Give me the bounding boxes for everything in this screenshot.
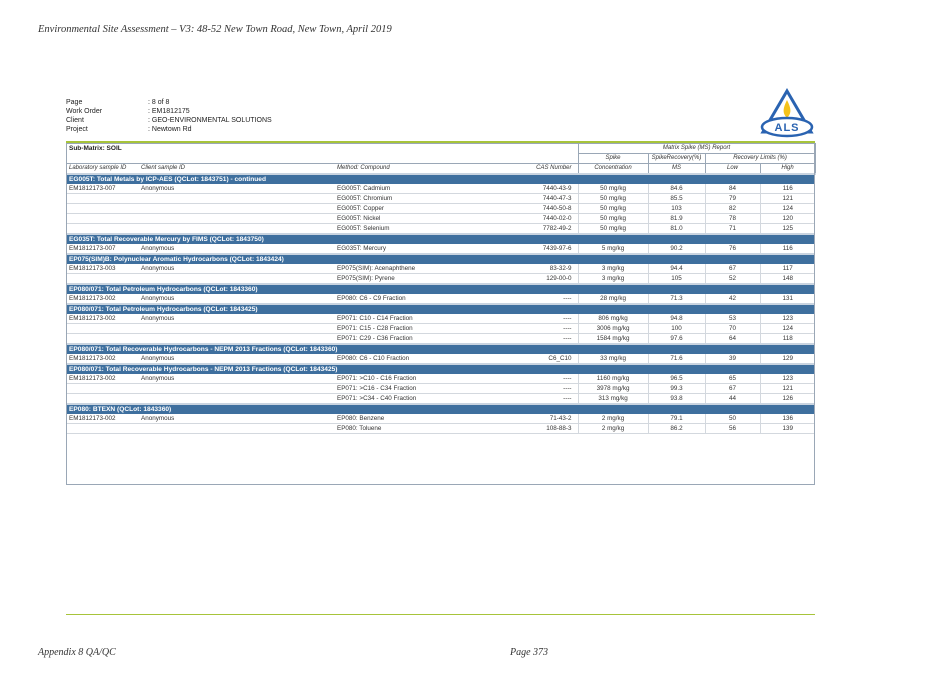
qc-group-header xyxy=(66,174,815,184)
recovery-high-cell: 123 xyxy=(760,374,815,384)
method-compound-cell: EP071: >C16 - C34 Fraction xyxy=(334,384,472,394)
spike-concentration-cell: 50 mg/kg xyxy=(578,194,648,204)
qc-group-title: EP080/071: Total Petroleum Hydrocarbons (QCLot: 1843360) xyxy=(66,284,815,294)
cas-number-cell: ---- xyxy=(472,294,578,304)
recovery-low-cell: 67 xyxy=(705,384,760,394)
ms-recovery-cell: 97.6 xyxy=(648,334,705,345)
client-sample-id-cell xyxy=(138,214,334,224)
method-compound-cell: EP071: C29 - C36 Fraction xyxy=(334,334,472,345)
lab-sample-id-cell: EM1812173-002 xyxy=(66,374,138,384)
cas-number-cell: ---- xyxy=(472,334,578,345)
qc-group-title: EP080/071: Total Recoverable Hydrocarbons - NEPM 2013 Fractions (QCLot: 1843360) xyxy=(66,344,815,354)
qc-group-header xyxy=(66,304,815,314)
method-compound-cell: EP071: C10 - C14 Fraction xyxy=(334,314,472,324)
client-sample-id-cell: Anonymous xyxy=(138,294,334,304)
cas-number-cell: 7439-97-6 xyxy=(472,244,578,254)
method-compound-cell: EG005T: Chromium xyxy=(334,194,472,204)
client-sample-id-cell: Anonymous xyxy=(138,414,334,424)
table-column-header-row xyxy=(66,164,815,175)
method-compound-cell: EG005T: Nickel xyxy=(334,214,472,224)
report-meta xyxy=(66,98,272,134)
cas-number-cell: ---- xyxy=(472,314,578,324)
table-row xyxy=(66,354,815,364)
recovery-high-cell: 118 xyxy=(760,334,815,345)
spike-concentration-cell: 50 mg/kg xyxy=(578,224,648,235)
recovery-low-cell: 52 xyxy=(705,274,760,285)
recovery-low-cell: 71 xyxy=(705,224,760,235)
meta-key: Page xyxy=(66,99,83,106)
cas-number-cell: 83-32-9 xyxy=(472,264,578,274)
recovery-high-cell: 124 xyxy=(760,324,815,334)
spike-concentration-cell: 5 mg/kg xyxy=(578,244,648,254)
cas-number-cell: 7440-47-3 xyxy=(472,194,578,204)
recovery-high-cell: 116 xyxy=(760,244,815,254)
meta-value: : 8 of 8 xyxy=(148,98,169,107)
table-subheader-row xyxy=(66,154,815,164)
qc-group-title: EG005T: Total Metals by ICP-AES (QCLot: 1843751) - continued xyxy=(66,174,815,184)
ms-recovery-cell: 90.2 xyxy=(648,244,705,254)
client-sample-id-cell: Anonymous xyxy=(138,184,334,194)
ms-recovery-cell: 81.0 xyxy=(648,224,705,235)
recovery-low-cell: 42 xyxy=(705,294,760,304)
meta-value: : GEO-ENVIRONMENTAL SOLUTIONS xyxy=(148,116,272,125)
spike-concentration-cell: 33 mg/kg xyxy=(578,354,648,364)
spike-concentration-cell: 50 mg/kg xyxy=(578,204,648,214)
ms-recovery-cell: 85.5 xyxy=(648,194,705,204)
cas-number-cell: 129-00-0 xyxy=(472,274,578,285)
method-compound-cell: EP071: >C34 - C40 Fraction xyxy=(334,394,472,405)
method-compound-cell: EP080: Toluene xyxy=(334,424,472,434)
lab-sample-id-cell xyxy=(66,324,138,334)
ms-recovery-cell: 71.3 xyxy=(648,294,705,304)
col-high: High xyxy=(760,164,815,175)
lab-sample-id-cell xyxy=(66,394,138,405)
spike-concentration-cell: 313 mg/kg xyxy=(578,394,648,405)
recovery-low-cell: 39 xyxy=(705,354,760,364)
recovery-low-cell: 53 xyxy=(705,314,760,324)
col-client-sample-id: Client sample ID xyxy=(138,164,334,175)
table-row xyxy=(66,204,815,214)
col-lab-sample-id: Laboratory sample ID xyxy=(66,164,138,175)
spike-concentration-cell: 2 mg/kg xyxy=(578,424,648,434)
recovery-limits-subheader: Recovery Limits (%) xyxy=(705,154,815,164)
ms-recovery-cell: 86.2 xyxy=(648,424,705,434)
recovery-high-cell: 131 xyxy=(760,294,815,304)
spike-concentration-cell: 806 mg/kg xyxy=(578,314,648,324)
recovery-high-cell: 116 xyxy=(760,184,815,194)
col-concentration: Concentration xyxy=(578,164,648,175)
recovery-high-cell: 123 xyxy=(760,314,815,324)
ms-recovery-cell: 94.8 xyxy=(648,314,705,324)
cas-number-cell: 108-88-3 xyxy=(472,424,578,434)
cas-number-cell: C6_C10 xyxy=(472,354,578,364)
spike-concentration-cell: 3978 mg/kg xyxy=(578,384,648,394)
lab-sample-id-cell xyxy=(66,194,138,204)
table-row xyxy=(66,274,815,285)
cas-number-cell: 7440-43-9 xyxy=(472,184,578,194)
lab-sample-id-cell xyxy=(66,214,138,224)
lab-sample-id-cell: EM1812173-007 xyxy=(66,184,138,194)
footer-appendix: Appendix 8 QA/QC xyxy=(38,647,116,658)
recovery-high-cell: 126 xyxy=(760,394,815,405)
spike-concentration-cell: 3006 mg/kg xyxy=(578,324,648,334)
ms-recovery-cell: 84.6 xyxy=(648,184,705,194)
meta-row xyxy=(66,107,272,116)
table-row xyxy=(66,384,815,394)
spike-concentration-cell: 50 mg/kg xyxy=(578,184,648,194)
meta-value: : EM1812175 xyxy=(148,107,190,116)
meta-value: : Newtown Rd xyxy=(148,125,192,134)
qc-group-title: EP080/071: Total Petroleum Hydrocarbons (QCLot: 1843425) xyxy=(66,304,815,314)
col-ms: MS xyxy=(648,164,705,175)
client-sample-id-cell xyxy=(138,334,334,345)
method-compound-cell: EP080: C6 - C10 Fraction xyxy=(334,354,472,364)
method-compound-cell: EP071: >C10 - C16 Fraction xyxy=(334,374,472,384)
recovery-low-cell: 70 xyxy=(705,324,760,334)
recovery-high-cell: 121 xyxy=(760,194,815,204)
cas-number-cell: 7440-02-0 xyxy=(472,214,578,224)
lab-sample-id-cell: EM1812173-002 xyxy=(66,354,138,364)
table-row xyxy=(66,194,815,204)
logo-flame xyxy=(784,100,791,118)
footer-page-number: Page 373 xyxy=(510,647,549,658)
lab-sample-id-cell xyxy=(66,334,138,345)
meta-key: Client xyxy=(66,117,84,124)
matrix-spike-table xyxy=(66,143,816,434)
ms-recovery-cell: 99.3 xyxy=(648,384,705,394)
table-row xyxy=(66,224,815,235)
client-sample-id-cell xyxy=(138,204,334,214)
recovery-low-cell: 65 xyxy=(705,374,760,384)
recovery-high-cell: 120 xyxy=(760,214,815,224)
recovery-high-cell: 117 xyxy=(760,264,815,274)
method-compound-cell: EG005T: Copper xyxy=(334,204,472,214)
qc-group-title: EP075(SIM)B: Polynuclear Aromatic Hydrocarbons (QCLot: 1843424) xyxy=(66,254,815,264)
client-sample-id-cell xyxy=(138,324,334,334)
lab-sample-id-cell: EM1812173-002 xyxy=(66,294,138,304)
qc-group-header xyxy=(66,254,815,264)
lab-sample-id-cell: EM1812173-003 xyxy=(66,264,138,274)
cas-number-cell: ---- xyxy=(472,324,578,334)
table-row xyxy=(66,294,815,304)
qc-group-header xyxy=(66,234,815,244)
spike-concentration-cell: 50 mg/kg xyxy=(578,214,648,224)
spike-concentration-cell: 1584 mg/kg xyxy=(578,334,648,345)
als-logo xyxy=(758,88,816,138)
ms-recovery-cell: 96.5 xyxy=(648,374,705,384)
lab-sample-id-cell: EM1812173-002 xyxy=(66,414,138,424)
recovery-low-cell: 67 xyxy=(705,264,760,274)
meta-row xyxy=(66,125,272,134)
table-group-header-row xyxy=(66,144,815,154)
cas-number-cell: ---- xyxy=(472,374,578,384)
qc-group-header xyxy=(66,344,815,354)
lab-sample-id-cell xyxy=(66,274,138,285)
spike-concentration-cell: 3 mg/kg xyxy=(578,264,648,274)
bottom-rule xyxy=(66,614,815,615)
client-sample-id-cell: Anonymous xyxy=(138,314,334,324)
lab-sample-id-cell: EM1812173-007 xyxy=(66,244,138,254)
method-compound-cell: EP075(SIM): Pyrene xyxy=(334,274,472,285)
table-row xyxy=(66,244,815,254)
document-title: Environmental Site Assessment – V3: 48-52 New Town Road, New Town, April 2019 xyxy=(38,24,392,35)
cas-number-cell: 7440-50-8 xyxy=(472,204,578,214)
col-low: Low xyxy=(705,164,760,175)
client-sample-id-cell xyxy=(138,424,334,434)
meta-row xyxy=(66,98,272,107)
method-compound-cell: EP080: C6 - C9 Fraction xyxy=(334,294,472,304)
qc-group-title: EG035T: Total Recoverable Mercury by FIMS (QCLot: 1843750) xyxy=(66,234,815,244)
table-row xyxy=(66,214,815,224)
lab-sample-id-cell xyxy=(66,204,138,214)
lab-sample-id-cell xyxy=(66,424,138,434)
col-cas-number: CAS Number xyxy=(472,164,578,175)
recovery-low-cell: 79 xyxy=(705,194,760,204)
cas-number-cell: 71-43-2 xyxy=(472,414,578,424)
method-compound-cell: EG005T: Selenium xyxy=(334,224,472,235)
table-row xyxy=(66,314,815,324)
client-sample-id-cell xyxy=(138,274,334,285)
spike-concentration-cell: 1160 mg/kg xyxy=(578,374,648,384)
recovery-high-cell: 125 xyxy=(760,224,815,235)
lab-sample-id-cell xyxy=(66,384,138,394)
table-row xyxy=(66,264,815,274)
client-sample-id-cell xyxy=(138,384,334,394)
meta-row xyxy=(66,116,272,125)
qc-group-header xyxy=(66,284,815,294)
recovery-low-cell: 76 xyxy=(705,244,760,254)
table-row xyxy=(66,184,815,194)
ms-recovery-cell: 71.6 xyxy=(648,354,705,364)
table-row xyxy=(66,394,815,405)
spike-subheader: Spike xyxy=(578,154,648,164)
spike-concentration-cell: 28 mg/kg xyxy=(578,294,648,304)
recovery-high-cell: 136 xyxy=(760,414,815,424)
cas-number-cell: 7782-49-2 xyxy=(472,224,578,235)
recovery-low-cell: 44 xyxy=(705,394,760,405)
recovery-high-cell: 129 xyxy=(760,354,815,364)
qc-group-title: EP080: BTEXN (QCLot: 1843360) xyxy=(66,404,815,414)
logo-text: ALS xyxy=(774,122,800,134)
recovery-low-cell: 78 xyxy=(705,214,760,224)
method-compound-cell: EP075(SIM): Acenaphthene xyxy=(334,264,472,274)
ms-recovery-cell: 94.4 xyxy=(648,264,705,274)
recovery-low-cell: 84 xyxy=(705,184,760,194)
table-row xyxy=(66,414,815,424)
recovery-low-cell: 64 xyxy=(705,334,760,345)
recovery-low-cell: 56 xyxy=(705,424,760,434)
lab-sample-id-cell: EM1812173-002 xyxy=(66,314,138,324)
method-compound-cell: EP080: Benzene xyxy=(334,414,472,424)
table-row xyxy=(66,334,815,345)
client-sample-id-cell: Anonymous xyxy=(138,244,334,254)
method-compound-cell: EG005T: Cadmium xyxy=(334,184,472,194)
ms-recovery-cell: 79.1 xyxy=(648,414,705,424)
qc-group-header xyxy=(66,404,815,414)
spike-concentration-cell: 3 mg/kg xyxy=(578,274,648,285)
meta-key: Project xyxy=(66,126,88,133)
client-sample-id-cell xyxy=(138,224,334,235)
ms-recovery-cell: 105 xyxy=(648,274,705,285)
ms-recovery-cell: 93.8 xyxy=(648,394,705,405)
cas-number-cell: ---- xyxy=(472,384,578,394)
cas-number-cell: ---- xyxy=(472,394,578,405)
table-row xyxy=(66,424,815,434)
method-compound-cell: EG035T: Mercury xyxy=(334,244,472,254)
recovery-high-cell: 124 xyxy=(760,204,815,214)
table-row xyxy=(66,324,815,334)
client-sample-id-cell: Anonymous xyxy=(138,354,334,364)
meta-key: Work Order xyxy=(66,108,103,115)
client-sample-id-cell xyxy=(138,394,334,405)
qc-group-title: EP080/071: Total Recoverable Hydrocarbons - NEPM 2013 Fractions (QCLot: 1843425) xyxy=(66,364,815,374)
client-sample-id-cell xyxy=(138,194,334,204)
sub-matrix-label: Sub-Matrix: SOIL xyxy=(69,145,122,152)
recovery-low-cell: 82 xyxy=(705,204,760,214)
col-method-compound: Method: Compound xyxy=(334,164,472,175)
ms-report-header: Matrix Spike (MS) Report xyxy=(578,144,815,154)
recovery-high-cell: 139 xyxy=(760,424,815,434)
recovery-high-cell: 148 xyxy=(760,274,815,285)
client-sample-id-cell: Anonymous xyxy=(138,374,334,384)
spike-concentration-cell: 2 mg/kg xyxy=(578,414,648,424)
spike-recovery-subheader: SpikeRecovery(%) xyxy=(648,154,705,164)
lab-sample-id-cell xyxy=(66,224,138,235)
ms-recovery-cell: 103 xyxy=(648,204,705,214)
method-compound-cell: EP071: C15 - C28 Fraction xyxy=(334,324,472,334)
ms-recovery-cell: 100 xyxy=(648,324,705,334)
ms-recovery-cell: 81.9 xyxy=(648,214,705,224)
recovery-low-cell: 50 xyxy=(705,414,760,424)
table-row xyxy=(66,374,815,384)
client-sample-id-cell: Anonymous xyxy=(138,264,334,274)
recovery-high-cell: 121 xyxy=(760,384,815,394)
qc-group-header xyxy=(66,364,815,374)
